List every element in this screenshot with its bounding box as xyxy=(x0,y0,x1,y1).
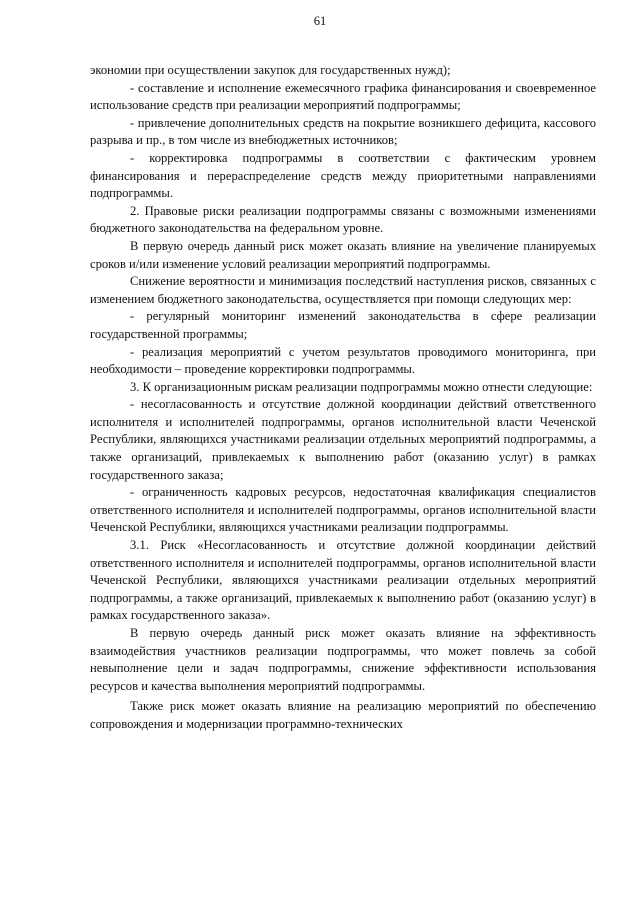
paragraph-15: Также риск может оказать влияние на реализацию мероприятий по обеспечению сопровождения и модернизации программно-технических xyxy=(90,699,596,731)
page-number: 61 xyxy=(313,14,327,28)
paragraph-6: В первую очередь данный риск может оказать влияние на увеличение планируемых сроков и/или изменение условий реализации мероприятий подпрограммы. xyxy=(90,238,596,271)
paragraph-13: 3.1. Риск «Несогласованность и отсутствие должной координации действий ответственного исполнителя и исполнителей подпрограммы, органов исполнительной власти Чеченской Республики, являющихся участниками реализации отдельных мероприятий подпрограммы, а также организаций, привлекаемых к выполнению работ (оказанию услуг) в рамках государственного заказа». xyxy=(90,538,596,623)
paragraph-8: - регулярный мониторинг изменений законодательства в сфере реализации государственной программы; xyxy=(90,309,596,341)
paragraph-12: - ограниченность кадровых ресурсов, недостаточная квалификация специалистов ответственного исполнителя и исполнителей подпрограммы, органов исполнительной власти Чеченской Республики, являющихся участниками реализации подпрограммы. xyxy=(90,485,596,535)
paragraph-7: Снижение вероятности и минимизация последствий наступления рисков, связанных с изменением бюджетного законодательства, осуществляется при помощи следующих мер: xyxy=(90,274,596,306)
paragraph-4: - корректировка подпрограммы в соответствии с фактическим уровнем финансирования и перераспределение средств между приоритетными направлениями подпрограммы. xyxy=(90,150,596,201)
paragraph-1: экономии при осуществлении закупок для государственных нужд); xyxy=(90,63,451,77)
paragraph-9: - реализация мероприятий с учетом результатов проводимого мониторинга, при необходимости – проведение корректировки подпрограммы. xyxy=(90,344,596,377)
paragraph-10: 3. К организационным рискам реализации подпрограммы можно отнести следующие: xyxy=(130,379,593,394)
paragraph-11: - несогласованность и отсутствие должной координации действий ответственного исполнителя и исполнителей подпрограммы, органов исполнительной власти Чеченской Республики, являющихся участниками реализации отдельных мероприятий подпрограммы, а также организаций, привлекаемых к выполнению работ (оказанию услуг) в рамках государственного заказа; xyxy=(90,397,596,482)
paragraph-14: В первую очередь данный риск может оказать влияние на эффективность взаимодействия участников реализации подпрограммы, что может повлечь за собой невыполнение цели и задач подпрограммы, снижение эффективности использования ресурсов и качества выполнения мероприятий подпрограммы. xyxy=(90,626,596,693)
document-body xyxy=(90,62,596,734)
paragraph-2: - составление и исполнение ежемесячного графика финансирования и своевременное использование средств при реализации мероприятий подпрограммы; xyxy=(90,80,596,113)
paragraph-5: 2. Правовые риски реализации подпрограммы связаны с возможными изменениями бюджетного законодательства на федеральном уровне. xyxy=(90,203,596,236)
paragraph-3: - привлечение дополнительных средств на покрытие возникшего дефицита, кассового разрыва и пр., в том числе из внебюджетных источников; xyxy=(90,115,596,148)
